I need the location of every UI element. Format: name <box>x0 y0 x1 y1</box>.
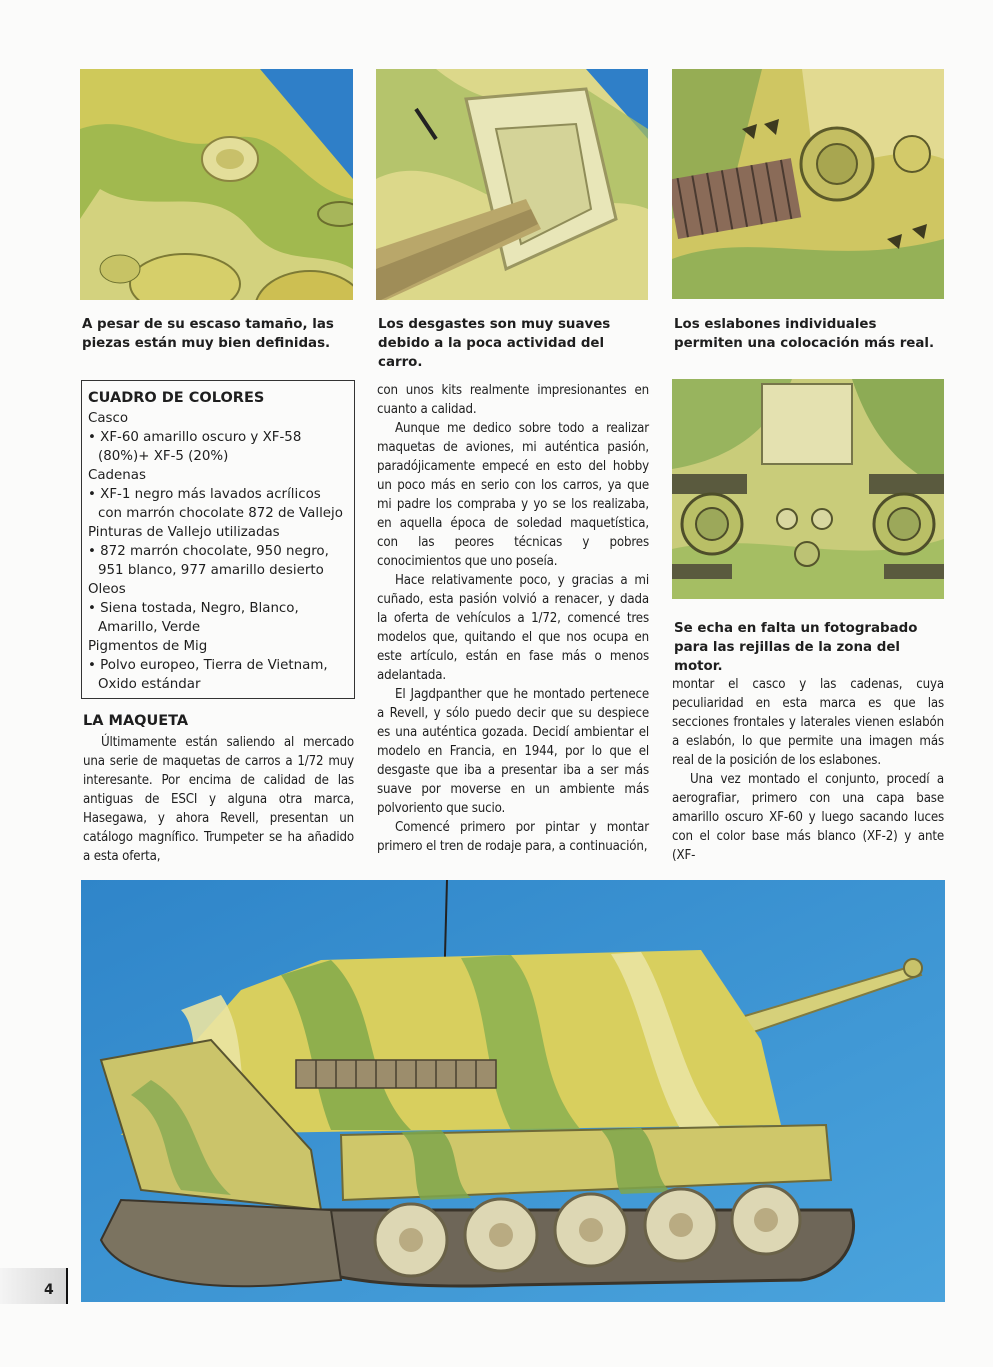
color-group-name: Pigmentos de Mig <box>88 639 208 654</box>
color-group-item: • Siena tostada, Negro, Blanco, Amarillo, Verde <box>88 599 348 637</box>
photo-gun-mantlet <box>376 69 648 300</box>
color-group <box>88 637 348 694</box>
article-paragraph: Una vez montado el conjunto, procedí a aerografiar, primero con una capa base amarillo oscuro XF-60 y luego sacando luces con el color base más blanco (XF-2) y ante (XF- <box>672 772 944 863</box>
caption-photo-1: A pesar de su escaso tamaño, las piezas están muy bien definidas. <box>82 317 334 351</box>
color-group <box>88 466 348 523</box>
photo-hull-detail <box>80 69 353 300</box>
caption-photo-2: Los desgastes son muy suaves debido a la poca actividad del carro. <box>378 317 611 370</box>
color-group <box>88 523 348 580</box>
color-group-item: • 872 marrón chocolate, 950 negro, 951 blanco, 977 amarillo desierto <box>88 542 348 580</box>
color-group-item: • XF-1 negro más lavados acrílicos con marrón chocolate 872 de Vallejo <box>88 485 348 523</box>
color-group-name: Cadenas <box>88 468 146 483</box>
article-paragraph: montar el casco y las cadenas, cuya peculiaridad en esta marca es que las secciones frontales y laterales vienen eslabón a eslabón, lo que permite una imagen más real de la posición de los eslabones. <box>672 677 944 768</box>
color-table-title: CUADRO DE COLORES <box>88 390 265 406</box>
color-group <box>88 409 348 466</box>
color-group-item: • XF-60 amarillo oscuro y XF-58 (80%)+ XF-5 (20%) <box>88 428 348 466</box>
color-group <box>88 580 348 637</box>
color-group-name: Pinturas de Vallejo utilizadas <box>88 525 280 540</box>
page-tab <box>0 1268 68 1304</box>
photo-individual-tracks <box>672 69 944 299</box>
color-group-item: • Polvo europeo, Tierra de Vietnam, Oxido estándar <box>88 656 348 694</box>
color-table <box>81 380 355 699</box>
section-heading: LA MAQUETA <box>83 713 189 729</box>
page-number: 4 <box>44 1282 54 1298</box>
color-group-name: Oleos <box>88 582 126 597</box>
caption-photo-3: Los eslabones individuales permiten una colocación más real. <box>674 317 935 351</box>
caption-photo-4: Se echa en falta un fotograbado para las rejillas de la zona del motor. <box>674 621 918 674</box>
photo-jagdpanther-model <box>81 880 945 1302</box>
article-paragraph: Hace relativamente poco, y gracias a mi cuñado, esta pasión volvió a renacer, y dada la oferta de vehículos a 1/72, comencé tres modelos que, quitando el que nos ocupa en este artículo, están en fase más o menos adelantada. <box>377 573 649 683</box>
article-paragraph: Últimamente están saliendo al mercado una serie de maquetas de carros a 1/72 muy interesante. Por encima de calidad de las antiguas de ESCI y alguna otra marca, Hasegawa, y ahora Revell, presentan un catálogo magnífico. Trumpeter se ha añadido a esta oferta, <box>83 735 354 864</box>
article-paragraph: Comencé primero por pintar y montar primero el tren de rodaje para, a continuación, <box>377 820 649 854</box>
article-column-1 <box>83 733 354 866</box>
article-paragraph: El Jagdpanther que he montado pertenece a Revell, y sólo puedo decir que su despiece es una auténtica gozada. Decidí ambientar el modelo en Francia, en 1944, por lo que el desgaste que iba a presentar iba a ser más suave por moverse en un ambiente más polvoriento que sucio. <box>377 687 649 816</box>
article-column-2 <box>377 381 649 856</box>
article-paragraph: con unos kits realmente impresionantes en cuanto a calidad. <box>377 383 649 417</box>
article-paragraph: Aunque me dedico sobre todo a realizar maquetas de aviones, mi auténtica pasión, paradójicamente empecé en esto del hobby un poco más en serio con los carros, ya que mi padre los compraba y yo se los realizaba, en aquella época de soledad maquetística, con las peores técnicas y pobres conocimientos que uno poseía. <box>377 421 649 569</box>
photo-engine-deck <box>672 379 944 599</box>
color-group-name: Casco <box>88 411 129 426</box>
article-column-3 <box>672 675 944 865</box>
